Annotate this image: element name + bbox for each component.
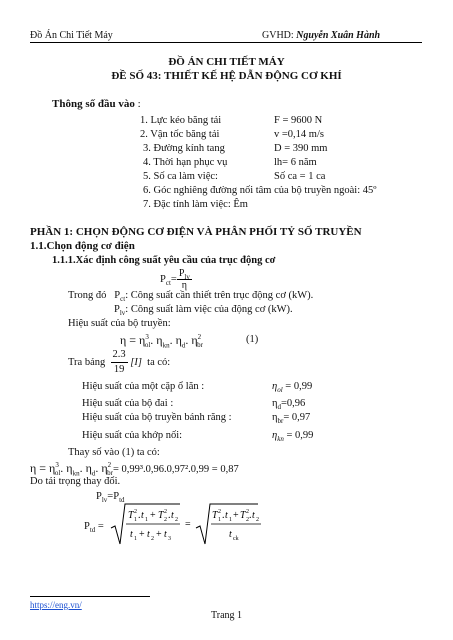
svg-text:2: 2 bbox=[164, 509, 167, 515]
page-number: Trang 1 bbox=[210, 610, 243, 621]
param-1-label: 1. Lực kéo băng tải bbox=[140, 115, 222, 126]
svg-text:.: . bbox=[249, 510, 252, 521]
efficiency-value-gear: $\eta_{br}= 0,97$ bbox=[272, 412, 311, 426]
svg-text:ck: ck bbox=[233, 536, 239, 542]
svg-text:1: 1 bbox=[134, 517, 137, 523]
svg-text:t: t bbox=[130, 529, 133, 540]
where-pct: Trong đó $P_{ct}$: Công suất cần thiết trên trục động cơ (kW). bbox=[68, 290, 314, 304]
table-fraction: $\frac{2.3}{19}$ bbox=[112, 349, 126, 375]
param-2-label: 2. Vận tốc băng tải bbox=[140, 129, 220, 140]
svg-text:1: 1 bbox=[229, 517, 232, 523]
svg-text:1: 1 bbox=[218, 517, 221, 523]
svg-text:2: 2 bbox=[246, 517, 249, 523]
svg-text:1: 1 bbox=[134, 536, 137, 542]
header-supervisor bbox=[262, 30, 380, 41]
header-gvhd-name: Nguyễn Xuân Hành bbox=[296, 30, 381, 41]
svg-text:.: . bbox=[222, 510, 225, 521]
footer-rule bbox=[30, 596, 150, 597]
param-1-value: F = 9600 N bbox=[274, 115, 323, 126]
svg-text:.: . bbox=[138, 510, 141, 521]
svg-text:3: 3 bbox=[168, 536, 171, 542]
efficiency-value-belt: $\eta_d=0,96$ bbox=[272, 398, 306, 412]
param-3-label: 3. Đường kính tang bbox=[143, 143, 225, 154]
svg-text:.: . bbox=[168, 510, 171, 521]
efficiency-value-coupling: $\eta_{kn} = 0,99$ bbox=[272, 430, 314, 444]
svg-text:=: = bbox=[185, 519, 191, 530]
svg-text:2: 2 bbox=[175, 517, 178, 523]
svg-text:2: 2 bbox=[151, 536, 154, 542]
svg-text:t: t bbox=[225, 510, 228, 521]
param-5-label: 5. Số ca làm việc: bbox=[143, 171, 218, 182]
fraction-plv-over-eta: $\frac{P_{lv}}{\eta}$ bbox=[178, 268, 190, 291]
header-rule bbox=[30, 42, 422, 43]
eq1-label: (1) bbox=[246, 334, 259, 345]
svg-text:t: t bbox=[252, 510, 255, 521]
svg-text:t: t bbox=[229, 529, 232, 540]
eta-result: $\eta = \eta^3_{ol}$. $\eta_{kn}$. $\eta_d$. $\eta^2_{br}= 0,99^3.0,96.0,97^2.0,99 = 0,87$ bbox=[30, 461, 239, 478]
svg-text:2: 2 bbox=[246, 509, 249, 515]
svg-text:2: 2 bbox=[256, 517, 259, 523]
substitute-intro: Thay số vào (1) ta có: bbox=[68, 447, 160, 458]
formula-pct: $P_{ct}=$ $\frac{P_{lv}}{\eta}$ bbox=[160, 268, 190, 291]
svg-text:+: + bbox=[233, 510, 239, 521]
header-gvhd-label: GVHD: bbox=[262, 30, 294, 41]
section-1-1-1-heading: 1.1.1.Xác định công suất yêu cầu của trục động cơ bbox=[52, 255, 276, 266]
svg-text:1: 1 bbox=[145, 517, 148, 523]
load-note: Do tải trọng thay đổi. bbox=[30, 476, 121, 487]
svg-text:t: t bbox=[141, 510, 144, 521]
table-lookup: Tra bảng $\frac{2.3}{19}$ [I] ta có: bbox=[68, 349, 171, 375]
ptd-label: $P_{td}$ = bbox=[84, 521, 104, 535]
where-plv: $P_{lv}$: Công suất làm việc của động cơ (kW). bbox=[114, 304, 293, 318]
param-4-label: 4. Thời hạn phục vụ bbox=[143, 157, 228, 168]
part1-heading: PHẦN 1: CHỌN ĐỘNG CƠ ĐIỆN VÀ PHÂN PHỐI TỶ SỐ TRUYỀN bbox=[30, 226, 362, 238]
title-line-2: ĐỀ SỐ 43: THIẾT KẾ HỆ DẪN ĐỘNG CƠ KHÍ bbox=[111, 70, 342, 82]
svg-text:2: 2 bbox=[218, 509, 221, 515]
param-5-value: Số ca = 1 ca bbox=[274, 171, 326, 182]
efficiency-label-belt: Hiệu suất của bộ đai : bbox=[82, 398, 174, 409]
svg-text:T: T bbox=[212, 510, 218, 521]
efficiency-value-bearing: $\eta_{ol} = 0,99$ bbox=[272, 381, 313, 395]
ptd-formula bbox=[108, 500, 268, 550]
inputs-heading: Thông số đầu vào : bbox=[52, 98, 141, 110]
svg-text:T: T bbox=[158, 510, 164, 521]
svg-text:T: T bbox=[128, 510, 134, 521]
efficiency-label-coupling: Hiệu suất của khớp nối: bbox=[82, 430, 183, 441]
svg-text:+: + bbox=[150, 510, 156, 521]
svg-text:T: T bbox=[240, 510, 246, 521]
efficiency-label-bearing: Hiệu suất của một cặp ổ lăn : bbox=[82, 381, 205, 392]
section-1-1-heading: 1.1.Chọn động cơ điện bbox=[30, 240, 135, 252]
param-7: 7. Đặc tính làm việc: Êm bbox=[143, 199, 248, 210]
param-2-value: v =0,14 m/s bbox=[274, 129, 324, 140]
svg-text:t: t bbox=[164, 529, 167, 540]
header-doc-title: Đồ Án Chi Tiết Máy bbox=[30, 30, 113, 41]
param-6: 6. Góc nghiêng đường nối tâm của bộ truyền ngoài: 45º bbox=[143, 185, 377, 196]
svg-text:+: + bbox=[156, 529, 162, 540]
param-4-value: lh= 6 năm bbox=[274, 157, 317, 168]
svg-text:t: t bbox=[171, 510, 174, 521]
efficiency-intro: Hiệu suất của bộ truyền: bbox=[68, 318, 171, 329]
plv-eq: $P_{lv}=P_{td}$ bbox=[96, 491, 125, 505]
param-3-value: D = 390 mm bbox=[274, 143, 328, 154]
eq1-eta-product: $\eta = \eta^3_{ol}$. $\eta_{kn}$. $\eta_d$. $\eta^2_{br}$ bbox=[120, 333, 203, 350]
svg-text:2: 2 bbox=[134, 509, 137, 515]
footer-link[interactable]: https://eng.vn/ bbox=[30, 600, 82, 610]
svg-text:+: + bbox=[139, 529, 145, 540]
efficiency-label-gear: Hiệu suất của bộ truyền bánh răng : bbox=[82, 412, 232, 423]
svg-text:2: 2 bbox=[164, 517, 167, 523]
title-line-1: ĐỒ ÁN CHI TIẾT MÁY bbox=[168, 56, 285, 68]
svg-text:t: t bbox=[147, 529, 150, 540]
